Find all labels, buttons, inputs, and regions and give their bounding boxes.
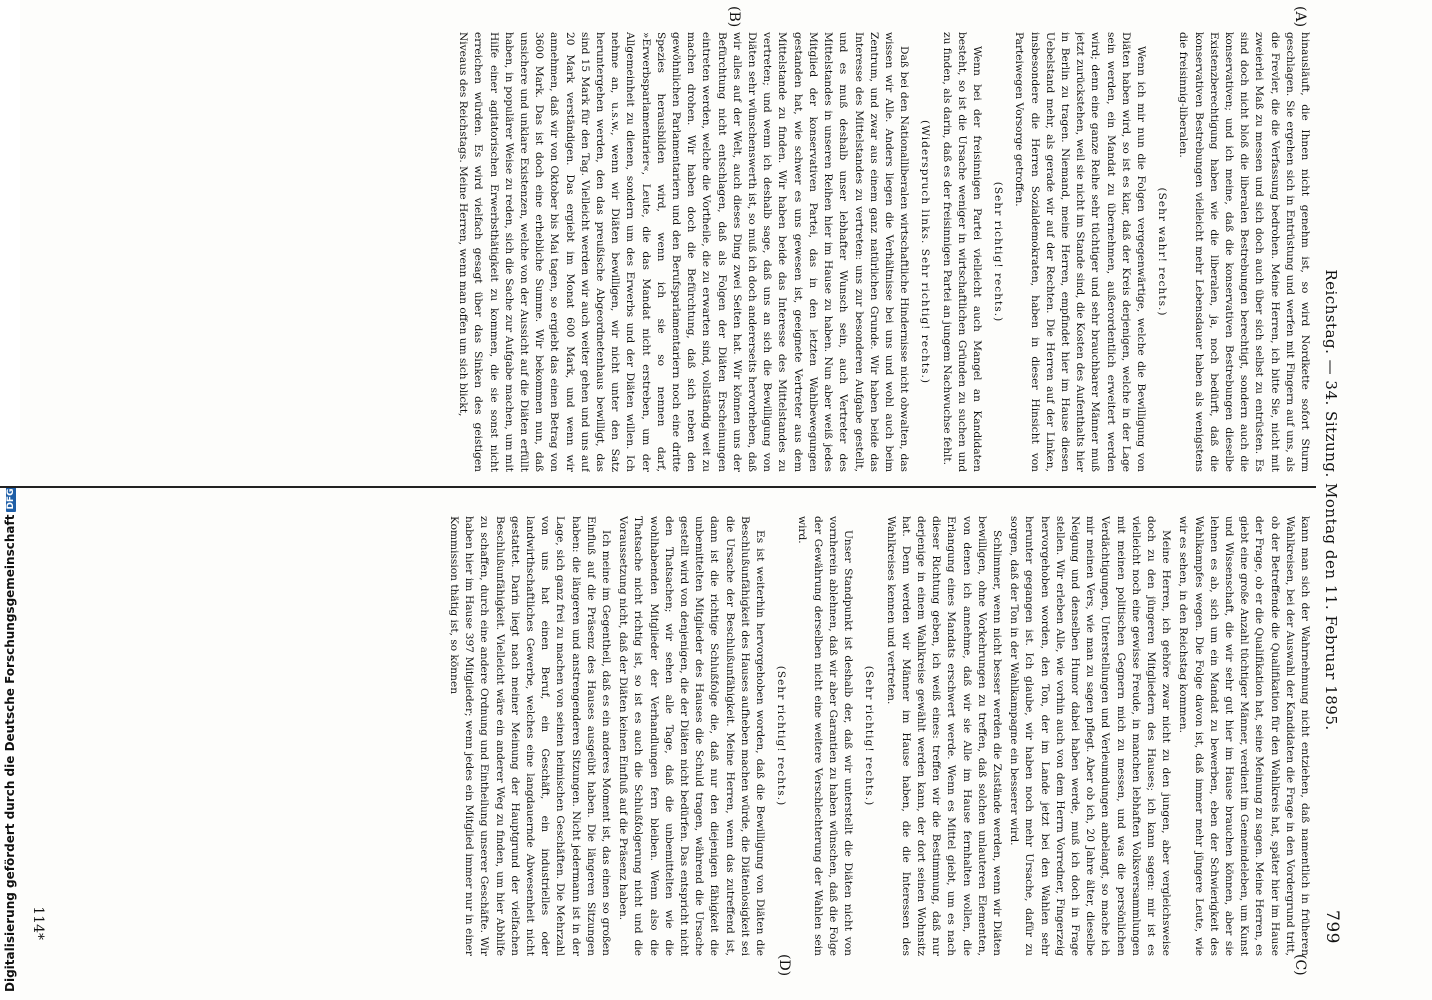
funding-text: Digitalisierung gefördert durch die Deutsche Forschungsgemeinschaft xyxy=(3,514,17,992)
paragraph: Unser Standpunkt ist deshalb der, daß wir unterstellt die Diäten nicht von vornherein ablehnen, daß wir aber Garantien zu haben wünschen, daß die Folge der Gewährung derselben nicht eine weitere Verschlechterung der Wahlen sein wird. xyxy=(796,516,855,956)
interjection: (Sehr richtig! rechts.) xyxy=(992,181,1005,323)
margin-marker-a: (A) xyxy=(1292,6,1308,28)
paragraph: Meine Herren, ich gehöre zwar nicht zu den jungen, aber vergleichsweise doch zu den jüngeren Mitgliedern des Hauses; ich kann sagen: mir ist es vielleicht noch eine gewisse Freude, in manchen lebhaften Volksversammlungen mit meinen politischen Gegnern mich zu messen, und was die persönlichen Verdächtigungen, Unterstellungen und Verleumdungen anbelangt, so mache ich mir meinen Vers, wie man zu sagen pflegt. Aber ob ich, 20 Jahre älter, dieselbe Neigung und denselben Humor dabei haben werde, muß ich doch in Frage stellen. Wir erleben Alle, wie vorhin auch von dem Herrn Vorredner, Fingerzeig hervorgehoben worden, den Ton, der im Lande jetzt bei den Wahlen sehr herunter gegangen ist. Ich glaube, wir haben noch mehr Ursache, dafür zu sorgen, daß der Ton in der Wahlkampagne ein besserer wird. xyxy=(1008,516,1173,956)
signature-number: 114* xyxy=(30,906,46,940)
paragraph: kann man sich der Wahrnehmung nicht entziehen, daß namentlich in früheren Wahlkreisen, bei der Auswahl der Kandidaten die Frage in den Vordergrund tritt, ob der Betreffende die Qualifikation für den Wahlkreis hat, später hier im Hause der Frage, ob er die Qualifikation hat, seine Meinung zu sagen. Meine Herren, es giebt eine große Anzahl tüchtiger Männer, verdient im Gemeindeleben, um Kunst und Wissenschaft, die wir sehr gut hier im Hause brauchen können, aber sie lehnen es ab, sich um ein Mandat zu bewerben, eben der Schwierigkeit des Wahlkampfes wegen. Die Folge davon ist, daß immer mehr jüngere Leute, wie wir es sehen, in den Reichstag kommen. xyxy=(1177,516,1311,956)
page-header xyxy=(1314,40,1342,960)
interjection: (Sehr richtig! rechts.) xyxy=(775,665,788,807)
paragraph: Wenn bei der freisinnigen Partei vielleicht auch Mangel an Kandidaten besteht, so ist die Ursache weniger in wirtschaftlichen Gründen zu suchen und zu finden, als darin, daß es der freisinnigen Partei an jungem Nachwuchse fehlt. xyxy=(940,32,983,472)
paragraph: hinausläuft, die Ihnen nicht genehm ist, so wird Nordkette sofort Sturm geschlagen. Sie ergehen sich in Entrüstung und werfen mit Fingern auf uns, als die Frevler, die die Verfassung bedrohen. Meine Herren, ich bitte Sie, nicht mit zweierlei Maß zu messen und sich doch auch über sich selbst zu entrüsten. Es sind doch nicht bloß die liberalen Bestrebungen berechtigt, sondern auch die konservativen; und ich meine, daß die konservativen Bestrebungen dieselbe Existenzberechtigung haben wie die liberalen, ja, noch bedürft, daß die konservativen Bestrebungen vielleicht mehr Lebensdauer haben als wenigstens die freisinnig-liberalen. xyxy=(1177,32,1311,472)
column-divider xyxy=(0,486,1316,488)
margin-marker-b: (B) xyxy=(726,6,742,28)
right-column xyxy=(12,516,1312,956)
paragraph: Wenn ich mir nun die Folgen vergegenwärtige, welche die Bewilligung von Diäten haben wird, so ist es klar, daß der Kreis derjenigen, welche in der Lage sein werden, ein Mandat zu übernehmen, außerordentlich erweitert werden wird; denn eine ganze Reihe sehr tüchtiger und sehr brauchbarer Männer muß jetzt zurückstehen, weil sie nicht im Stande sind, die Kosten des Aufenthalts hier in Berlin zu tragen. Niemand, meine Herren, empfindet hier im Hause diesen Uebelstand mehr, als gerade wir auf der Rechten. Die Herren auf der Linken, insbesondere die Herren Sozialdemokraten, haben in dieser Hinsicht von Parteiwegen Vorsorge getroffen. xyxy=(1013,32,1147,472)
paragraph: Ich meine im Gegentheil, daß es ein anderes Moment ist, das einen so großen Einfluß auf die Präsenz des Hauses ausgeübt haben. Die längeren Sitzungen haben: die längeren und anstrengenderen Sitzungen. Nicht jedermann ist in der Lage, sich ganz frei zu machen von seinen heimischen Geschäften. Die Mehrzahl von uns hat einen Beruf, ein Geschäft, ein industrielles oder landwirthschaftliches Gewerbe, welches eine langdauernde Abwesenheit nicht gestattet. Darin liegt nach meiner Meinung der Hauptgrund der vielfachen Beschlußunfähigkeit. Vielleicht wäre ein anderer Weg zu finden, um hier Abhilfe zu schaffen, durch eine andere Ordnung und Eintheilung unserer Geschäfte. Wir haben hier im Hause 397 Mitglieder; wenn jedes ein Mitglied immer nur in einer Kommission thätig ist, so können xyxy=(448,516,613,956)
paragraph: Daß bei den Nationalliberalen wirtschaftliche Hindernisse nicht obwalten, das wissen wir Alle. Anders liegen die Verhältnisse bei uns und wohl auch beim Zentrum, und zwar aus einem ganz natürlichen Grunde. Wir haben beide das Interesse des Mittelstandes zu vertreten: uns zur besonderen Aufgabe gestellt, und es muß deshalb unser lebhafter Wunsch sein, auch Vertreter des Mittelstandes in unseren Reihen hier im Hause zu haben. Nun aber weiß jedes Mitglied der konservativen Partei, das in den letzten Wahlbewegungen gestanden hat, wie schwer es uns gewesen ist, geeignete Vertreter aus dem Mittelstande zu finden. Wir haben beide das Interesse des Mittelstandes zu vertreten; und wenn ich deshalb sage, daß uns an sich die Bewilligung von Diäten sehr wünschenswerth ist, so muß ich doch andererseits hervorheben, daß wir alles auf der Welt, auch dieses Ding zwei Seiten hat. Wir können uns der Befürchtung nicht entschlagen, daß als Folgen der Diäten Erscheinungen eintreten werden, welche die Vortheile, die zu erwarten sind, vollständig weit zu machen drohen. Wir haben doch die Befürchtung, daß sich neben den gewöhnlichen Parlamentariern und den Berufsparlamentariern noch eine dritte Spezies herausbilden wird, wenn ich sie so nennen darf, »Erwerbsparlamentarier«, Leute, die das Mandat nicht erstreben, um der Allgemeinheit zu dienen, sondern um des Erwerbs und der Diäten willen. Ich nehme an, u.s.w., wenn wir Diäten bewilligen, wir nicht unter den Satz heruntergehen werden, den das preußische Abgeordnetenhaus bewilligt, das sind 15 Mark für den Tag. Vielleicht werden wir auch weiter gehen und uns auf 20 Mark verständigen. Das ergiebt im Monat 600 Mark, und wenn wir annehmen, daß wir von Oktober bis Mai tagen, so ergiebt das einen Betrag von 3600 Mark. Das ist doch eine erhebliche Summe. Wir bekommen nun, daß unsichere und unklare Existenzen, welche von der Aussicht auf die Diäten erfüllt haben, in populärer Weise zu reden, sich die Sache zur Aufgabe machen, um mit Hilfe einer agitatorischen Erwerbsthätigkeit zu kommen, die sie sonst nicht erreichen würden. Es wird vielfach gesagt über das Sinken des geistigen Niveaus des Reichstags. Meine Herren, wenn man offen um sich blickt, xyxy=(457,32,911,472)
header-title: Reichstag. — 34. Sitzung. Montag den 11. Februar 1895. xyxy=(1322,269,1340,731)
dfg-logo: DFG xyxy=(5,488,16,510)
margin-marker-c: (C) xyxy=(1292,954,1308,976)
interjection: (Widerspruch links. Sehr richtig! rechts.) xyxy=(919,119,932,385)
interjection: (Sehr wahr! rechts.) xyxy=(1156,187,1169,317)
margin-marker-d: (D) xyxy=(776,954,792,977)
paragraph: Es ist weiterhin hervorgehoben worden, daß die Bewilligung von Diäten die Beschlußunfähigkeit des Hauses aufheben machen würde, die Diätenlosigkeit sei die Ursache der Beschlußunfähigkeit. Meine Herren, wenn das zutreffend ist, dann ist die richtige Schlußfolge die, daß nur den diejenigen fähigkeit die unbemittelten Mitglieder des Hauses die Schuld tragen, während die Ursache gestellt wird von denjenigen, die der Diäten nicht bedürfen. Das entspricht nicht den Thatsachen; wir sehen alle Tage, daß die unbemittelten wie die wohlhabenden Mitglieder der Verhandlungen fern bleiben. Wenn also die Thatsache nicht richtig ist, so ist es auch die Schlußfolgerung nicht und die Voraussetzung nicht, daß der Diäten keinen Einfluß auf die Präsenz haben. xyxy=(617,516,767,956)
paragraph: Schlimmer, wenn nicht besser werden die Zustände werden, wenn wir Diäten bewilligen, ohne Vorkehrungen zu treffen, daß solchen unlauteren Elementen, von denen ich annehme, daß wir sie Alle im Hause fernhalten wollen, die Erlangung eines Mandats erschwert werde. Wenn es Mittel giebt, um es nach dieser Richtung geben, ich weiß eines: treffen wir die Bestimmung, daß nur derjenige in einem Wahlkreise gewählt werden kann, der dort seinen Wohnsitz hat. Denn werden wir Männer im Hause haben, die die Interessen des Wahlkreises kennen und vertreten. xyxy=(884,516,1003,956)
interjection: (Sehr richtig! rechts.) xyxy=(863,665,876,807)
page-number: 799 xyxy=(1322,910,1342,944)
left-column xyxy=(12,32,1312,472)
